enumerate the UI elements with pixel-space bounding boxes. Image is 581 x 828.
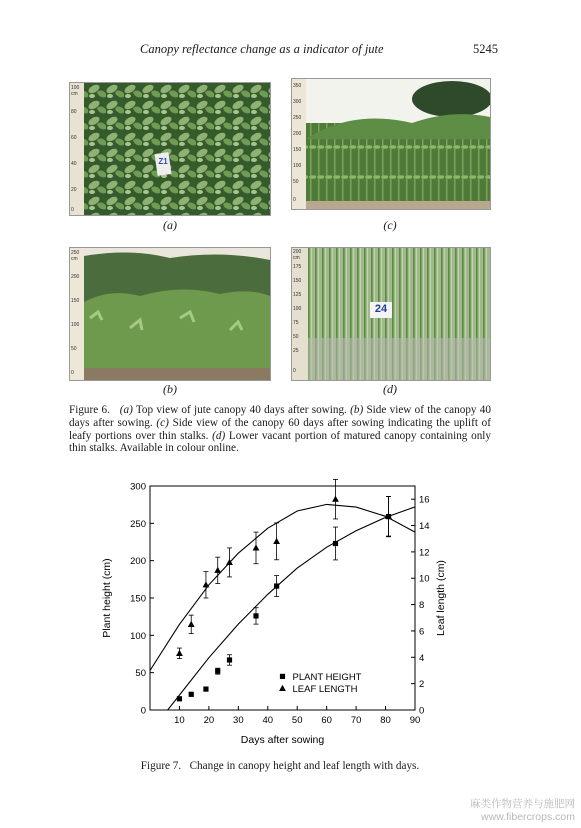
photo-b-image	[70, 248, 270, 380]
ruler-d-unit: cm	[293, 255, 300, 261]
ruler-c-tick: 350	[293, 83, 302, 89]
photo-a-top-view	[69, 82, 271, 216]
x-tick-label: 60	[321, 715, 332, 726]
y2-tick-label: 2	[419, 679, 425, 691]
ruler-d-tick: 150	[293, 278, 302, 284]
caption-part-a-text: Top view of jute canopy 40 days after sowing.	[132, 404, 351, 416]
watermark-url: www.fibercrops.com	[481, 811, 575, 823]
ruler-d-tick: 200	[293, 249, 302, 255]
chart-fit-curves	[150, 504, 415, 732]
leaf-length-point	[253, 544, 260, 550]
ruler-b-tick: 0	[71, 370, 74, 376]
tag-d: 24	[374, 303, 388, 315]
ruler-d-tick: 0	[293, 368, 296, 374]
photo-d-lower-canopy-stalks	[291, 247, 491, 381]
leaf-length-point	[214, 567, 221, 573]
photo-c-side-view-60-days	[291, 78, 491, 210]
figure-7-caption	[69, 760, 491, 772]
ruler-b-tick: 250	[71, 250, 80, 256]
caption-part-b-label: (b)	[350, 404, 364, 416]
label-b: (b)	[163, 382, 177, 396]
y2-axis-label: Leaf length (cm)	[435, 560, 447, 636]
x-tick-label: 40	[262, 715, 274, 726]
leaf-length-point	[188, 621, 195, 627]
figure-7-text: Change in canopy height and leaf length with days.	[189, 760, 420, 772]
ruler-a	[71, 83, 85, 215]
y-tick-label: 100	[130, 630, 146, 642]
running-title: Canopy reflectance change as a indicator of jute	[140, 42, 384, 56]
ruler-c-tick: 50	[293, 179, 299, 185]
leaf-length-point	[273, 538, 280, 544]
page-number: 5245	[473, 42, 498, 56]
ruler-b-tick: 100	[71, 322, 80, 328]
ruler-a-tick: 40	[71, 161, 77, 167]
ruler-b-tick: 50	[71, 346, 77, 352]
ruler-c-tick: 0	[293, 197, 296, 203]
photo-c-image	[292, 79, 490, 209]
label-c: (c)	[383, 218, 397, 232]
ruler-c-tick: 150	[293, 147, 302, 153]
ruler-c-tick: 250	[293, 115, 302, 121]
figure-7-prefix: Figure 7.	[140, 760, 182, 772]
y2-tick-label: 16	[419, 494, 430, 506]
x-tick-label: 50	[291, 715, 303, 726]
y-tick-label: 200	[130, 556, 146, 568]
ruler-c-tick: 300	[293, 99, 302, 105]
x-axis-label: Days after sowing	[240, 734, 325, 746]
x-tick-label: 80	[380, 715, 391, 726]
ruler-a-tick: 80	[71, 109, 77, 115]
plant-height-point	[177, 696, 182, 701]
y-tick-label: 50	[135, 668, 146, 680]
leaf-length-point	[332, 496, 339, 502]
caption-part-b-text: Side view of the canopy 40 days after sowing.	[69, 404, 491, 429]
photo-a-image	[70, 83, 270, 215]
photo-b-side-view-40-days	[69, 247, 271, 381]
x-tick-label: 70	[350, 715, 362, 726]
y2-tick-label: 10	[419, 573, 430, 585]
leaf-length-point	[203, 581, 210, 587]
label-a: (a)	[163, 218, 177, 232]
plant-height-point	[253, 613, 258, 618]
ruler-a-tick: 100	[71, 85, 80, 91]
label-d: (d)	[383, 382, 397, 396]
ruler-b	[71, 248, 85, 380]
legend-label: LEAF LENGTH	[292, 683, 358, 695]
figure-6-prefix: Figure 6.	[69, 404, 110, 416]
ruler-d-tick: 125	[293, 292, 302, 298]
plant-height-point	[215, 669, 220, 674]
x-tick-label: 90	[409, 715, 421, 726]
chart-legend	[279, 672, 362, 695]
y2-tick-label: 4	[419, 652, 425, 664]
fit-curve	[150, 504, 415, 670]
ruler-d-tick: 175	[293, 264, 302, 270]
x-tick-label: 20	[203, 715, 215, 726]
figure-6-caption	[69, 404, 491, 455]
ruler-b-tick: 150	[71, 298, 80, 304]
y-tick-label: 300	[130, 481, 146, 493]
watermark-cn: 麻类作物营养与施肥网	[470, 798, 575, 810]
x-tick-label: 30	[233, 715, 244, 726]
plant-height-point	[203, 686, 208, 691]
y2-tick-label: 14	[419, 521, 430, 533]
x-tick-label: 10	[174, 715, 185, 726]
legend-triangle-icon	[279, 685, 286, 691]
caption-part-c-label: (c)	[156, 416, 169, 429]
fit-curve	[150, 507, 415, 733]
ruler-a-unit: cm	[71, 91, 78, 97]
ruler-b-unit: cm	[71, 256, 78, 262]
ruler-a-tick: 20	[71, 187, 77, 193]
legend-label: PLANT HEIGHT	[292, 671, 362, 683]
ruler-a-tick: 0	[71, 207, 74, 213]
ruler-c-tick: 100	[293, 163, 302, 169]
ruler-d	[293, 248, 309, 380]
ruler-d-tick: 75	[293, 320, 299, 326]
watermark	[470, 798, 575, 824]
plant-height-point	[333, 541, 338, 546]
y-tick-label: 250	[130, 518, 146, 530]
chart-marks	[176, 479, 392, 701]
plant-height-point	[274, 583, 279, 588]
leaf-length-point	[176, 650, 183, 656]
ruler-c	[293, 79, 307, 209]
y-tick-label: 150	[130, 593, 146, 605]
y2-tick-label: 6	[419, 626, 425, 638]
caption-part-c-text: Side view of the canopy 60 days after sowing indicating the uplift of leafy portions over thin stalks.	[69, 416, 492, 442]
ruler-d-tick: 50	[293, 334, 299, 340]
ruler-d-tick: 100	[293, 306, 302, 312]
ruler-d-tick: 25	[293, 348, 299, 354]
y2-tick-label: 12	[419, 547, 430, 559]
ruler-a-tick: 60	[71, 135, 77, 141]
y-axis-label: Plant height (cm)	[101, 558, 113, 638]
ruler-c-tick: 200	[293, 131, 302, 137]
ruler-b-tick: 200	[71, 274, 80, 280]
caption-part-d-label: (d)	[212, 429, 226, 442]
figure-7-chart	[95, 478, 455, 750]
plant-height-point	[189, 692, 194, 697]
y-tick-label: 0	[140, 705, 146, 717]
plant-height-point	[227, 657, 232, 662]
tag-a: Z1	[158, 157, 168, 166]
y2-tick-label: 0	[419, 705, 425, 717]
caption-part-a-label: (a)	[119, 404, 133, 416]
caption-part-d-text: Lower vacant portion of matured canopy containing only thin stalks. Available in colour online.	[69, 429, 491, 455]
legend-square-icon	[280, 674, 285, 679]
y2-tick-label: 8	[419, 600, 425, 612]
